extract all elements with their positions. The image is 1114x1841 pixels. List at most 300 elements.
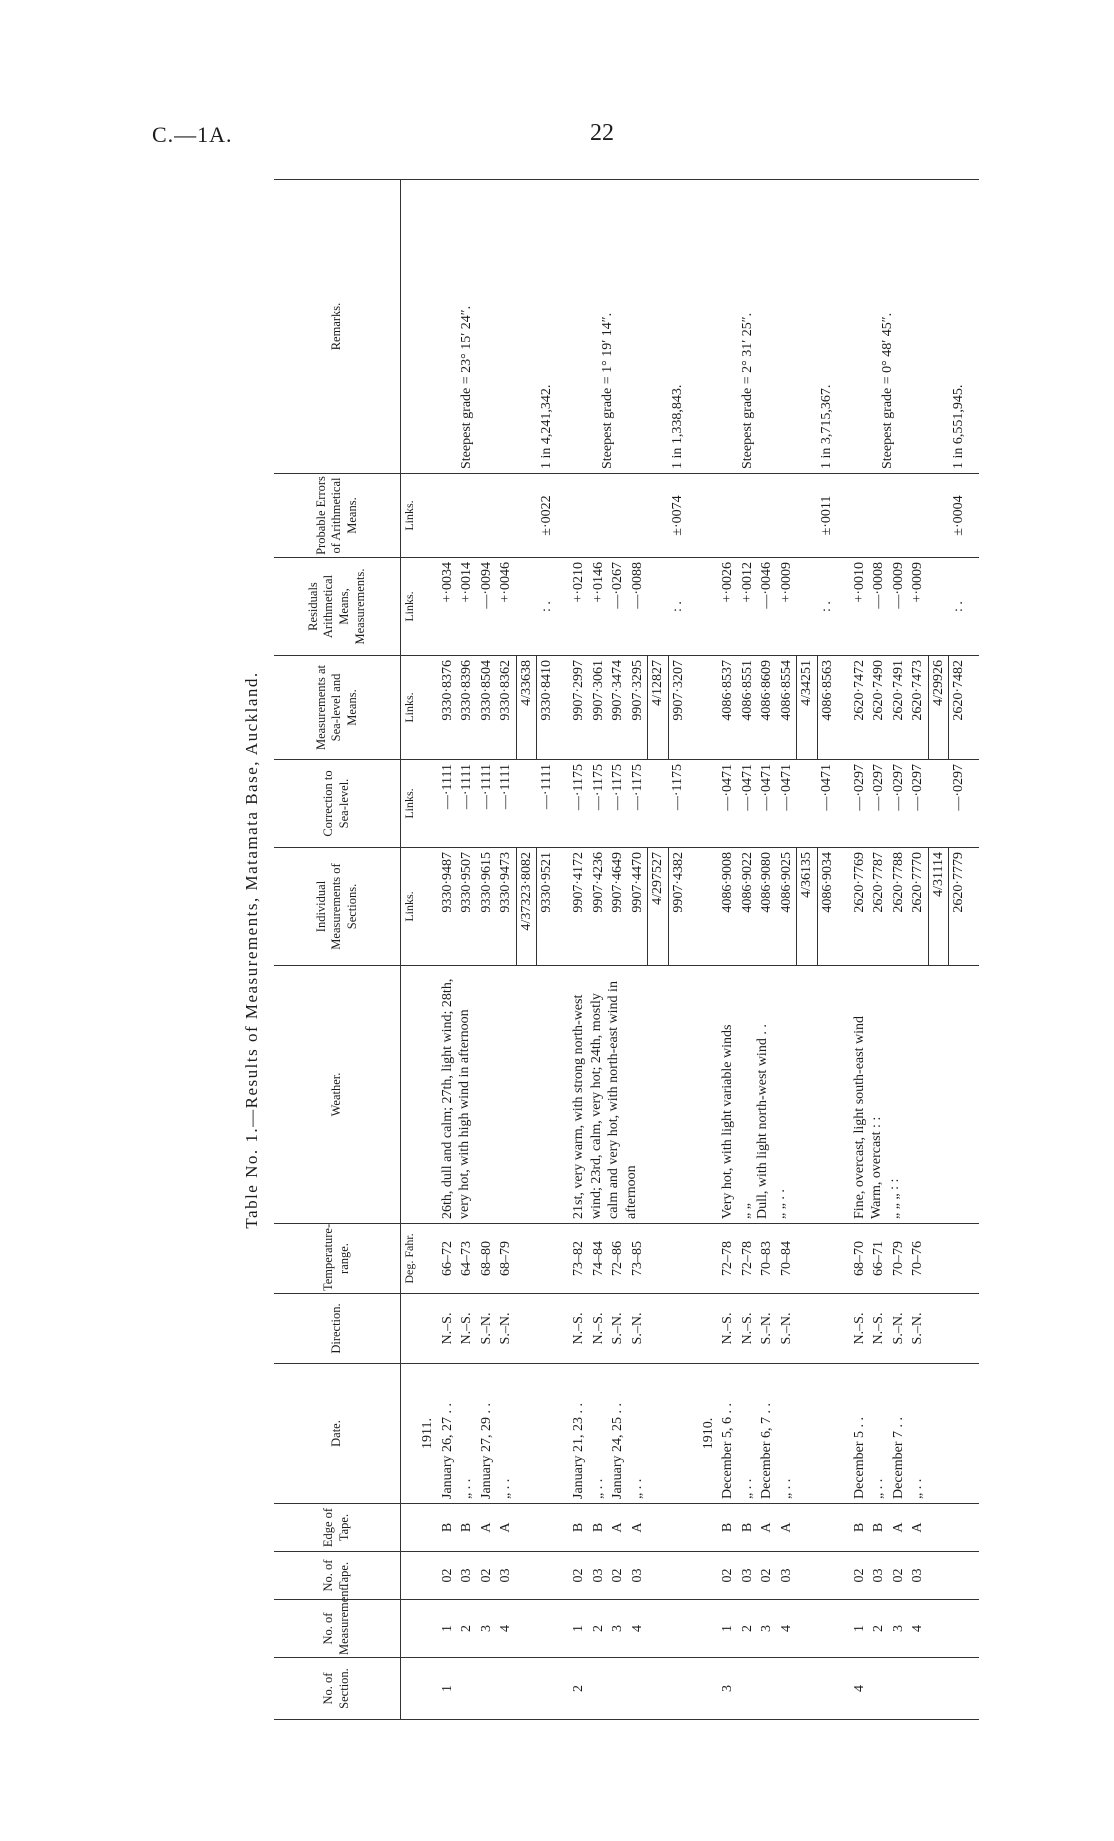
sea-level-correction: —·0471 [777,760,797,848]
blank-cell [418,1294,438,1364]
measurement-number: 4 [908,1600,928,1658]
blank-cell [516,180,537,474]
tape-edge: B [718,1504,738,1552]
section-number: 3 [718,1658,797,1720]
individual-measurement: 9330·9615 [477,848,497,966]
measurement-date: „ . . [738,1364,758,1504]
temperature-range: 73–85 [628,1224,648,1294]
measurement-date: December 6, 7 . . [757,1364,777,1504]
measurement-number: 4 [628,1600,648,1658]
table-caption: Table No. 1.—Results of Measurements, Matamata Base, Auckland. [242,671,261,1229]
measurement-date: „ . . [628,1364,648,1504]
probable-unit: Links. [401,474,419,558]
temperature-unit: Deg. Fahr. [401,1224,419,1294]
individual-measurement: 2620·7788 [889,848,909,966]
blank-cell [928,1294,949,1364]
sea-level-correction: —·1175 [569,760,589,848]
blank-cell [559,1294,567,1364]
col-header-probable-errors: Probable Errors of Arithmetical Means. [274,474,401,558]
section-spacer [840,180,848,1720]
blank-cell [699,1658,719,1720]
blank-cell [797,474,818,558]
col-header-individual: Individual Measurements of Sections. [274,848,401,966]
tape-edge: A [608,1504,628,1552]
measurement-direction: N.–S. [589,1294,609,1364]
blank-cell [928,474,949,558]
measurement-date: „ . . [496,1364,516,1504]
tape-edge: B [438,1504,458,1552]
blank-cell [559,1504,567,1552]
blank-cell [691,558,699,656]
mean-correction: —·1111 [537,760,560,848]
sealevel-total: 4/34251 [797,656,818,760]
section-number: 2 [569,1658,648,1720]
residuals-unit: Links. [401,558,419,656]
blank-cell [971,1552,979,1600]
blank-cell [797,1224,818,1294]
temperature-range: 70–79 [889,1224,909,1294]
measurement-number: 4 [777,1600,797,1658]
header-row [274,180,401,1720]
ratio-remark: 1 in 6,551,945. [949,180,972,474]
sea-level-correction: —·0297 [908,760,928,848]
measurement-number: 3 [477,1600,497,1658]
blank-cell [537,1504,560,1552]
individual-total: 4/297527 [648,848,669,966]
blank-cell [438,474,458,558]
blank-cell [559,1552,567,1600]
measurement-direction: N.–S. [457,1294,477,1364]
blank-cell [699,1552,719,1600]
blank-cell [797,1504,818,1552]
year-label: 1911. [418,1364,438,1504]
tape-edge: A [628,1504,648,1552]
sea-level-correction: —·0471 [718,760,738,848]
blank-cell [418,474,438,558]
tape-number: 02 [569,1552,589,1600]
measurement-date: „ . . [908,1364,928,1504]
col-header-section: No. of Section. [274,1658,401,1720]
measurement-number: 3 [889,1600,909,1658]
weather-description: Fine, overcast, light south-east wind Warm, overcast : : „ „ „ : : [850,966,929,1224]
tape-number: 02 [608,1552,628,1600]
blank-cell [691,760,699,848]
mean-individual: 9907·4382 [668,848,691,966]
blank-cell [840,1224,848,1294]
section-total-row [648,180,669,1720]
measurement-direction: N.–S. [718,1294,738,1364]
section-total-row [928,180,949,1720]
sea-level-correction: —·1175 [608,760,628,848]
residual-value: —·0267 [608,558,628,656]
sea-level-measurement: 4086·8609 [757,656,777,760]
measurement-direction: S.–N. [477,1294,497,1364]
blank-cell [840,1552,848,1600]
measurement-number: 1 [718,1600,738,1658]
measurement-number: 2 [869,1600,889,1658]
sea-level-correction: —·1111 [438,760,458,848]
tape-edge: A [908,1504,928,1552]
sealevel-unit: Links. [401,656,419,760]
tape-number: 03 [869,1552,889,1600]
tape-number: 02 [757,1552,777,1600]
blank-cell [840,760,848,848]
sea-level-correction: —·1111 [477,760,497,848]
mean-sealevel: 4086·8563 [817,656,840,760]
blank-cell [418,656,438,760]
blank-cell [418,1552,438,1600]
blank-cell [840,1294,848,1364]
sea-level-measurement: 2620·7473 [908,656,928,760]
blank-cell [817,1552,840,1600]
probable-error: ±·0074 [668,474,691,558]
sealevel-total: 4/12827 [648,656,669,760]
weather-description: 21st, very warm, with strong north-west wind; 23rd, calm, very hot; 24th, mostly calm and very hot, with north-east wind in afternoon [569,966,648,1224]
blank-cell [699,1294,719,1364]
tape-edge: B [850,1504,870,1552]
blank-cell [949,1224,972,1294]
blank-cell [608,474,628,558]
blank-cell [971,760,979,848]
section-mean-row [949,180,972,1720]
sea-level-correction: —·0297 [869,760,889,848]
measurement-date: „ . . [869,1364,889,1504]
sea-level-correction: —·0471 [757,760,777,848]
residual-value: —·0046 [757,558,777,656]
blank-cell [648,1504,669,1552]
document-code: C.—1A. [152,122,233,147]
blank-cell [850,474,870,558]
tape-edge: B [738,1504,758,1552]
individual-total: 4/37323·8082 [516,848,537,966]
measurement-number: 2 [457,1600,477,1658]
measurement-date: „ . . [777,1364,797,1504]
col-header-date: Date. [274,1364,401,1504]
blank-cell [559,180,567,474]
probable-error: ±·0004 [949,474,972,558]
measurement-number: 1 [850,1600,870,1658]
section-mean-row [817,180,840,1720]
measurement-date: January 21, 23 . . [569,1364,589,1504]
blank-cell [559,558,567,656]
steepest-grade-remark: Steepest grade = 2° 31′ 25″. [699,180,797,474]
blank-cell [971,180,979,474]
blank-cell [840,180,848,474]
blank-cell [648,1600,669,1658]
blank-cell [537,1552,560,1600]
blank-cell [928,558,949,656]
blank-cell [949,966,972,1224]
blank-cell [718,474,738,558]
sea-level-measurement: 4086·8537 [718,656,738,760]
blank-cell [537,1294,560,1364]
measurement-direction: N.–S. [869,1294,889,1364]
measurement-date: January 26, 27 . . [438,1364,458,1504]
section-spacer [559,180,567,1720]
tape-number: 02 [718,1552,738,1600]
individual-measurement: 9330·9487 [438,848,458,966]
blank-cell [691,966,699,1224]
measurement-number: 4 [496,1600,516,1658]
blank-cell [971,474,979,558]
ratio-remark: 1 in 3,715,367. [817,180,840,474]
blank-cell [840,1658,848,1720]
measurement-date: December 7 . . [889,1364,909,1504]
sea-level-correction: —·1175 [589,760,609,848]
blank-cell [668,1658,691,1720]
col-header-remarks: Remarks. [274,180,401,474]
blank-cell [537,966,560,1224]
blank-cell [559,760,567,848]
blank-cell [559,848,567,966]
col-header-sealevel: Measurements at Sea-level and Means. [274,656,401,760]
measurement-direction: N.–S. [569,1294,589,1364]
sea-level-correction: —·0297 [889,760,909,848]
measurement-direction: S.–N. [608,1294,628,1364]
sea-level-measurement: 4086·8551 [738,656,758,760]
blank-cell [516,474,537,558]
blank-cell [928,1364,949,1504]
blank-cell [928,1600,949,1658]
blank-cell [840,848,848,966]
section-number: 1 [438,1658,517,1720]
blank-cell [691,656,699,760]
blank-cell [691,474,699,558]
blank-cell [840,558,848,656]
residual-value: +·0009 [908,558,928,656]
mean-residual: : . [668,558,691,656]
tape-edge: A [477,1504,497,1552]
individual-measurement: 2620·7769 [850,848,870,966]
measurement-number: 1 [569,1600,589,1658]
blank-cell [648,180,669,474]
sea-level-measurement: 9907·3474 [608,656,628,760]
blank-cell [840,966,848,1224]
temperature-range: 72–78 [738,1224,758,1294]
individual-total: 4/36135 [797,848,818,966]
sea-level-measurement: 2620·7490 [869,656,889,760]
residual-value: +·0026 [718,558,738,656]
steepest-grade-remark: Steepest grade = 0° 48′ 45″. [848,180,929,474]
temperature-range: 74–84 [589,1224,609,1294]
sea-level-correction: —·0471 [738,760,758,848]
blank-cell [797,760,818,848]
col-header-correction: Correction to Sea-level. [274,760,401,848]
individual-measurement: 4086·9022 [738,848,758,966]
individual-measurement: 4086·9080 [757,848,777,966]
measurement-number: 2 [589,1600,609,1658]
measurement-direction: S.–N. [757,1294,777,1364]
col-header-residuals: Residuals Arithmetical Means, Measurements. [274,558,401,656]
blank-cell [648,1658,669,1720]
blank-cell [971,1504,979,1552]
residual-value: —·0094 [477,558,497,656]
mean-individual: 4086·9034 [817,848,840,966]
temperature-range: 72–86 [608,1224,628,1294]
sea-level-measurement: 9330·8376 [438,656,458,760]
blank-cell [928,966,949,1224]
temperature-range: 70–83 [757,1224,777,1294]
tape-edge: A [496,1504,516,1552]
blank-cell [516,1294,537,1364]
blank-cell [668,1552,691,1600]
section-mean-row [668,180,691,1720]
measurement-date: January 27, 29 . . [477,1364,497,1504]
measurement-direction: S.–N. [889,1294,909,1364]
blank-cell [418,760,438,848]
blank-cell [817,1294,840,1364]
blank-cell [559,1364,567,1504]
col-header-edge: Edge of Tape. [274,1504,401,1552]
blank-cell [516,760,537,848]
residual-value: —·0088 [628,558,648,656]
residual-value: +·0046 [496,558,516,656]
blank-cell [840,1364,848,1504]
blank-cell [738,474,758,558]
blank-cell [928,1658,949,1720]
blank-cell [537,1600,560,1658]
blank-cell [889,474,909,558]
individual-measurement: 9907·4470 [628,848,648,966]
col-header-measurement: No. of Measurement. [274,1600,401,1658]
sea-level-correction: —·1111 [457,760,477,848]
blank-cell [757,474,777,558]
measurement-date: „ . . [589,1364,609,1504]
residual-value: +·0010 [850,558,870,656]
page-number: 22 [590,120,614,146]
individual-measurement: 4086·9025 [777,848,797,966]
individual-total: 4/31114 [928,848,949,966]
results-table [274,179,979,1720]
blank-cell [537,1224,560,1294]
blank-cell [477,474,497,558]
blank-cell [817,966,840,1224]
section-spacer [971,180,979,1720]
sea-level-measurement: 2620·7491 [889,656,909,760]
blank-cell [589,474,609,558]
measurement-direction: N.–S. [438,1294,458,1364]
blank-cell [648,1224,669,1294]
weather-description: 26th, dull and calm; 27th, light wind; 28th, very hot, with high wind in afternoon [438,966,517,1224]
tape-number: 02 [438,1552,458,1600]
blank-cell [869,474,889,558]
measurement-number: 3 [757,1600,777,1658]
sea-level-measurement: 9907·2997 [569,656,589,760]
individual-measurement: 4086·9008 [718,848,738,966]
blank-cell [699,1224,719,1294]
measurement-date: December 5, 6 . . [718,1364,738,1504]
blank-cell [668,1364,691,1504]
blank-cell [971,656,979,760]
residual-value: —·0008 [869,558,889,656]
blank-cell [418,848,438,966]
blank-cell [840,656,848,760]
col-header-weather: Weather. [274,966,401,1224]
blank-cell [691,1600,699,1658]
section-total-row [797,180,818,1720]
mean-correction: —·0471 [817,760,840,848]
tape-edge: A [757,1504,777,1552]
section-year-row [699,180,719,1720]
blank-cell [418,1504,438,1552]
measurement-direction: S.–N. [496,1294,516,1364]
sealevel-total: 4/33638 [516,656,537,760]
individual-measurement: 2620·7787 [869,848,889,966]
blank-cell [817,1600,840,1658]
sea-level-measurement: 9330·8362 [496,656,516,760]
mean-sealevel: 9330·8410 [537,656,560,760]
tape-edge: B [869,1504,889,1552]
measurement-direction: N.–S. [850,1294,870,1364]
blank-cell [648,760,669,848]
mean-correction: —·0297 [949,760,972,848]
measurement-number: 2 [738,1600,758,1658]
rotated-table-container [242,180,1042,1720]
individual-measurement: 9907·4172 [569,848,589,966]
measurement-date: December 5 . . [850,1364,870,1504]
measurement-date: „ . . [457,1364,477,1504]
temperature-range: 64–73 [457,1224,477,1294]
individual-measurement: 9907·4649 [608,848,628,966]
sea-level-correction: —·0297 [850,760,870,848]
probable-error: ±·0011 [817,474,840,558]
blank-cell [648,1552,669,1600]
blank-cell [516,558,537,656]
col-header-temperature: Temperature-range. [274,1224,401,1294]
blank-cell [457,474,477,558]
residual-value: +·0034 [438,558,458,656]
tape-number: 03 [738,1552,758,1600]
blank-cell [699,760,719,848]
blank-cell [699,1504,719,1552]
blank-cell [559,1658,567,1720]
sea-level-measurement: 4086·8554 [777,656,797,760]
blank-cell [699,558,719,656]
tape-number: 02 [477,1552,497,1600]
blank-cell [840,1504,848,1552]
blank-cell [559,966,567,1224]
correction-unit: Links. [401,760,419,848]
blank-cell [691,848,699,966]
section-year-row [418,180,438,1720]
measurement-direction: S.–N. [628,1294,648,1364]
residual-value: +·0146 [589,558,609,656]
blank-cell [668,1294,691,1364]
blank-cell [418,1600,438,1658]
mean-residual: : . [817,558,840,656]
blank-cell [699,966,719,1224]
blank-cell [418,1658,438,1720]
blank-cell [949,1552,972,1600]
temperature-range: 66–72 [438,1224,458,1294]
temperature-range: 68–70 [850,1224,870,1294]
units-row [401,180,419,1720]
blank-cell [908,474,928,558]
blank-cell [668,1600,691,1658]
steepest-grade-remark: Steepest grade = 23° 15′ 24″. [418,180,516,474]
residual-value: +·0012 [738,558,758,656]
blank-cell [516,1504,537,1552]
sea-level-measurement: 9907·3061 [589,656,609,760]
mean-sealevel: 2620·7482 [949,656,972,760]
mean-sealevel: 9907·3207 [668,656,691,760]
tape-edge: B [457,1504,477,1552]
blank-cell [971,1364,979,1504]
blank-cell [691,1294,699,1364]
blank-cell [559,474,567,558]
sea-level-measurement: 9330·8396 [457,656,477,760]
blank-cell [648,1364,669,1504]
